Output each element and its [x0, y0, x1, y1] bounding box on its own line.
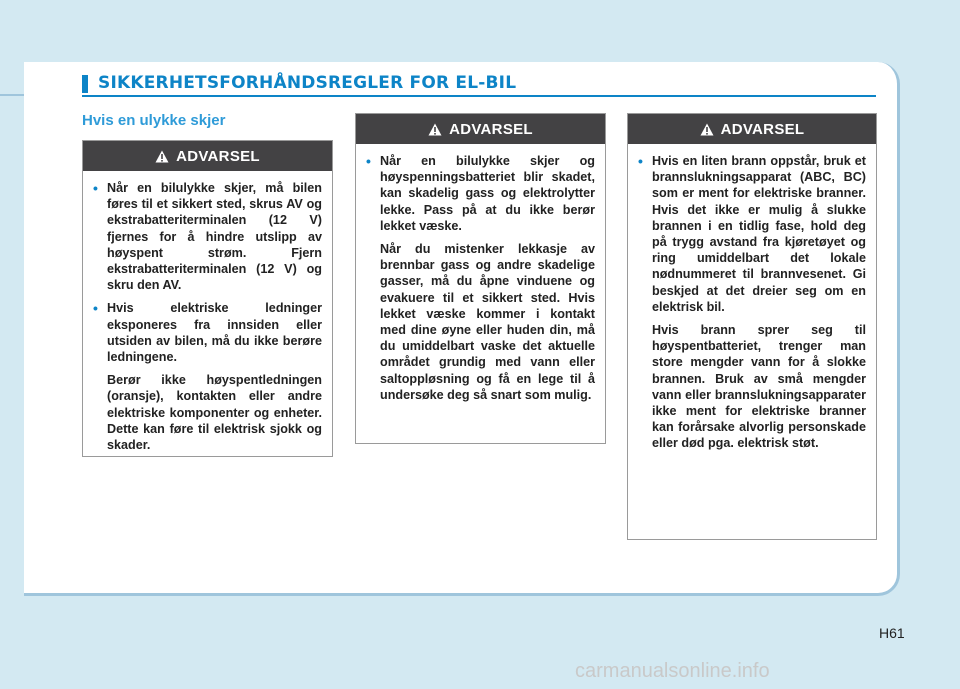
- paragraph: Når du mistenker lekkasje av brennbar gass og andre skadelige gasser, må du åpne vinduene og evakuere til et sikkert sted. Hvis lekket væske kommer i kontakt med dine øyne eller huden din, må du umiddelbart vaske det aktuelle området grundig med vann eller saltoppløsning og få en lege til å undersøke deg så snart som mulig.: [380, 242, 595, 402]
- paragraph: Hvis brann sprer seg til høyspentbatteriet, trenger man store mengder vann for å slokke brannen. Bruk av små mengder vann eller brannslukningsapparater ikke ment for elektriske branner kan forårsake alvorlig personskade eller død pga. elektrisk støt.: [652, 323, 866, 451]
- bullet-dot-icon: •: [638, 153, 643, 169]
- warning-box-1: [82, 140, 333, 457]
- warning-title: ADVARSEL: [176, 147, 260, 165]
- warning-title: ADVARSEL: [720, 120, 805, 138]
- bullet-item: • Hvis elektriske ledninger eksponeres fra innsiden eller utsiden av bilen, må du ikke berøre ledningene.: [93, 300, 322, 365]
- warning-header: [83, 141, 332, 171]
- bullet-item: • Hvis en liten brann oppstår, bruk et brannslukningsapparat (ABC, BC) som er ment for elektriske branner. Hvis det ikke er mulig å slukke brannen i en tidlig fase, hold deg på trygg avstand fra kjøretøyet og ring umiddelbart det lokale nødnummeret til brannvesenet. Gi beskjed at det dreier seg om en elektrisk bil.: [638, 153, 866, 314]
- warning-triangle-icon: [700, 123, 714, 136]
- bullet-item: • Når en bilulykke skjer, må bilen føres til et sikkert sted, skrus AV og ekstrabatteriterminalen (12 V) fjernes for å hindre utslipp av høyspent strøm. Fjern ekstrabatteriterminalen (12 V) og skru den AV.: [93, 180, 322, 293]
- page-number: H61: [879, 625, 905, 641]
- margin-rule: [0, 94, 24, 96]
- bullet-item: • Når en bilulykke skjer og høyspenningsbatteriet blir skadet, kan skadelig gass og elektrolytter lekke. Pass på at du ikke berør lekket væske.: [366, 153, 595, 233]
- warning-title: ADVARSEL: [449, 120, 533, 138]
- paragraph: Berør ikke høyspentledningen (oransje), kontakten eller andre elektriske komponenter og enheter. Dette kan føre til elektrisk sjokk og skader.: [107, 373, 322, 453]
- warning-box-3: [627, 113, 877, 540]
- bullet-dot-icon: •: [366, 153, 371, 169]
- bullet-dot-icon: •: [93, 300, 98, 317]
- warning-triangle-icon: [428, 123, 442, 136]
- warning-header: [628, 114, 876, 144]
- warning-header: [356, 114, 605, 144]
- warning-body: [83, 171, 332, 453]
- watermark: carmanualsonline.info: [575, 660, 770, 682]
- header-rule: [82, 95, 876, 97]
- chapter-title: SIKKERHETSFORHÅNDSREGLER FOR EL-BIL: [98, 73, 517, 93]
- header-accent-bar: [82, 75, 88, 93]
- warning-box-2: [355, 113, 606, 444]
- warning-body: [628, 144, 876, 452]
- warning-triangle-icon: [155, 150, 169, 163]
- section-heading: Hvis en ulykke skjer: [82, 112, 226, 129]
- warning-body: [356, 144, 605, 403]
- bullet-dot-icon: •: [93, 180, 98, 196]
